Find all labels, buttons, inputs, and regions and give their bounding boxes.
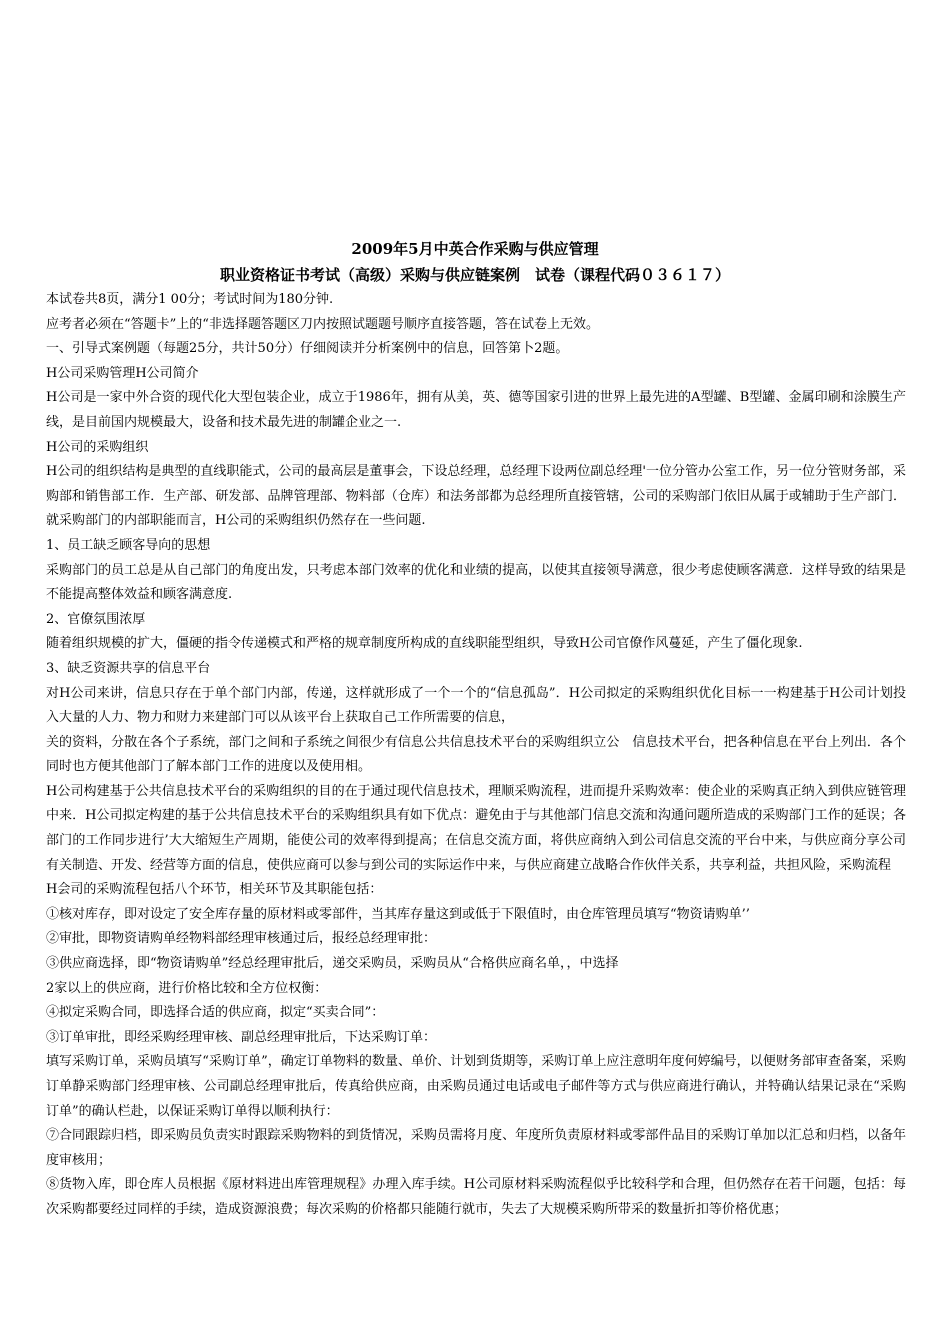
paragraph: H公司是一家中外合资的现代化大型包装企业，成立于1986年，拥有从美，英、德等国家引进的世界上最先进的A型罐、B型罐、金属印刷和涂膜生产线，是目前国内规模最大，设备和技术最先进的制罐企业之一. [46,390,906,430]
title-line-1: 2009年5月中英合作采购与供应管理 [351,240,599,258]
paragraph: 一、引导式案例题（每题25分，共计50分）仔细阅读并分析案例中的信息，回答第卜2题。 [46,341,569,357]
section-heading: 3、缺乏资源共享的信息平台 [46,660,211,676]
paragraph: 2家以上的供应商，进行价格比较和全方位权衡： [46,980,328,996]
paragraph: 本试卷共8页，满分1 00分；考试时间为180分钟. [46,292,334,307]
paragraph: 关的资料，分散在各个子系统，部门之间和子系统之间很少有信息公共信息技术平台的采购组织立公 信息技术平台，把各种信息在平台上列出．各个同时也方便其他部门了解本部门工作的进度以及使用相。 [46,734,906,775]
section-heading: 2、官僚氛围浓厚 [46,611,146,627]
list-item: ①核对库存，即对设定了安全库存量的原材料或零部件，当其库存量这到或低于下限值时，由仓库管理员填写“物资请购单’’ [46,906,750,922]
paragraph: H公司构建基于公共信息技术平台的采购组织的目的在于通过现代信息技术，理顺采购流程，进而提升采购效率：使企业的采购真正纳入到供应链管理中来．H公司拟定构建的基于公共信息技术平台的采购组织具有如下优点：避免由于与其他部门信息交流和沟通问题所造成的采购部门工作的延误；各部门的工作同步进行’大大缩短生产周期，能使公司的效率得到提高；在信息交流方面，将供应商纳入到公司信息交流的平台中来，与供应商分享公司有关制造、开发、经营等方面的信息，使供应商可以参与到公司的实际运作中来，与供应商建立战略合作伙伴关系，共享利益，共担风险，采购流程 [46,783,906,873]
list-item: ⑧货物入库，即仓库人员根据《原材料进出库管理规程》办理入库手续。H公司原材料采购流程似乎比较科学和合理，但仍然存在若干问题，包括：每次采购都要经过同样的手续，造成资源浪费；每次采购的价格都只能随行就市，失去了大规模采购所带采的数量折扣等价格优惠； [46,1177,906,1217]
section-heading: H公司的采购组织 [46,439,149,455]
section-heading: H公司采购管理H公司简介 [46,365,199,381]
paragraph: 采购部门的员工总是从自己部门的角度出发，只考虑本部门效率的优化和业绩的提高，以使其直接领导满意，很少考虑使顾客满意．这样导致的结果是不能提高整体效益和顾客满意度. [46,562,906,603]
paragraph: 随着组织规模的扩大，僵硬的指令传递模式和严格的规章制度所构成的直线职能型组织，导致H公司官僚作风蔓延，产生了僵化现象. [46,636,803,652]
section-heading: 1、员工缺乏顾客导向的思想 [46,537,211,553]
paragraph: H会司的采购流程包括八个环节，相关环节及其职能包括： [46,882,383,898]
title-line-2: 职业资格证书考试（高级）采购与供应链案例 试卷（课程代码０３６１７） [219,266,730,284]
list-item: ③订单审批，即经采购经理审核、副总经理审批后，下达采购订单： [46,1029,437,1045]
paragraph: 对H公司来讲，信息只存在于单个部门内部，传递，这样就形成了一个一个的“信息孤岛”．H公司拟定的采购组织优化目标一一构建基于H公司计划投入大量的人力、物力和财力来建部门可以从该平台上获取自己工作所需要的信息， [46,685,906,726]
document-body [46,288,906,1223]
list-item: ②审批，即物资请购单经物料部经理审核通过后，报经总经理审批： [46,931,437,947]
paragraph: 应考者必须在“答题卡”上的“非选择题答题区刀内按照试题题号顺序直接答题，答在试卷上无效。 [46,316,599,332]
list-item: ⑦合同跟踪归档，即采购员负责实时跟踪采购物料的到货情况，采购员需将月度、年度所负责原材料或零部件品目的采购订单加以汇总和归档，以备年度审核用； [46,1128,906,1168]
exam-title [0,236,950,288]
paragraph: H公司的组织结构是典型的直线职能式，公司的最高层是董事会，下设总经理，总经理下设两位副总经理'一位分管办公室工作，另一位分管财务部，采购部和销售部工作．生产部、研发部、品牌管理部、物料部（仓库）和法务部都为总经理所直接管辖，公司的采购部门依旧从属于或辅助于生产部门．就采购部门的内部职能而言，H公司的采购组织仍然存在一些问题. [46,464,906,529]
paragraph: 填写采购订单，采购员填写“采购订单”，确定订单物料的数量、单价、计划到货期等，采购订单上应注意明年度何婷编号，以便财务部审查备案，采购订单静采购部门经理审核、公司副总经理审批后，传真给供应商，由采购员通过电话或电子邮件等方式与供应商进行确认，并特确认结果记录在“采购订单”的确认栏赴，以保证采购订单得以顺利执行： [46,1054,906,1119]
list-item: ④拟定采购合同，即选择合适的供应商，拟定“买卖合同”： [46,1005,385,1021]
list-item: ③供应商选择，即“物资请购单”经总经理审批后，递交采购员，采购员从“合格供应商名单，，中选择 [46,956,619,972]
